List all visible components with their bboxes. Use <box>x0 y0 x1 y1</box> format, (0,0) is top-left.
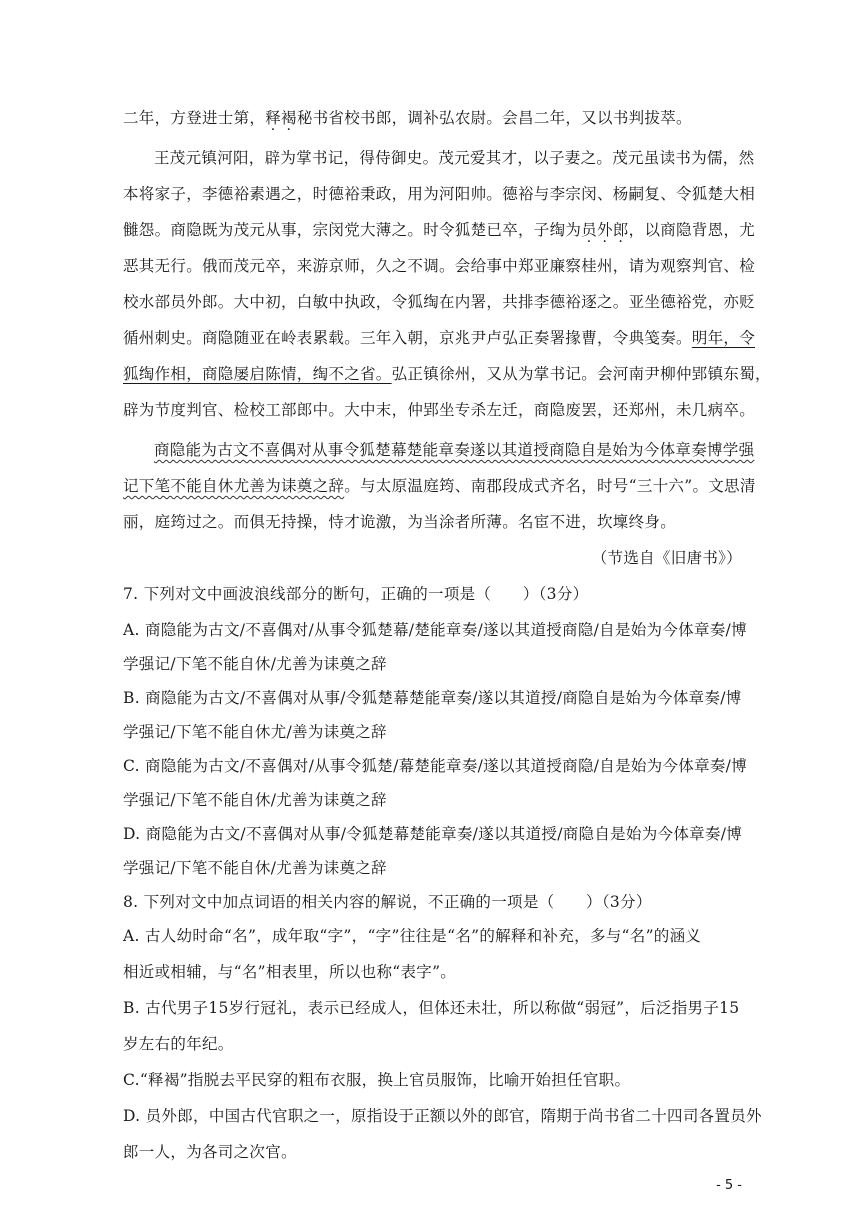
dotted-char: 褐 <box>281 109 297 127</box>
passage-line-10 <box>154 440 754 460</box>
wavy-underlined-text: 商隐能为古文不喜偶对从事令狐楚幕楚能章奏遂以其道授商隐自是始为今体章奏博学强 <box>154 441 755 459</box>
dotted-char: 释 <box>265 109 282 127</box>
passage-line-9: 辟为节度判官、检校工部郎中。大中末，仲郢坐专杀左迁，商隐废罢，还郑州，未几病卒。 <box>123 401 756 419</box>
dotted-char: 外 <box>597 221 613 239</box>
text: 弘正镇徐州，又从为掌书记。会河南尹柳仲郢镇东蜀， <box>391 365 771 383</box>
text: 。与太原温庭筠、南郡段成式齐名，时号“三十六”。文思清 <box>344 477 756 495</box>
passage-line-8 <box>123 364 771 384</box>
q7-option-d-cont: 学强记/下笔不能自休/尤善为诔奠之辞 <box>123 859 387 877</box>
text: 循州刺史。商隐随亚在岭表累载。三年入朝，京兆尹卢弘正奏署掾曹，令典笺奏。 <box>123 329 692 347</box>
underlined-text: 明年，令 <box>691 329 756 347</box>
dotted-char: 员 <box>581 221 598 239</box>
passage-line-5: 恶其无行。俄而茂元卒，来游京师，久之不调。会给事中郑亚廉察桂州，请为观察判官、检 <box>123 257 756 275</box>
passage-line-4 <box>123 220 755 240</box>
dotted-char: 郎 <box>612 221 629 239</box>
q7-option-a-cont: 学强记/下笔不能自休/尤善为诔奠之辞 <box>123 655 387 673</box>
q8-option-b: B. 古代男子15岁行冠礼，表示已经成人，但体还未壮，所以称做“弱冠”，后泛指男子15 <box>123 999 740 1017</box>
q8-option-b-cont: 岁左右的年纪。 <box>123 1035 234 1053</box>
text: 二年，方登进士第， <box>123 109 266 127</box>
q7-option-d: D. 商隐能为古文/不喜偶对从事/令狐楚幕楚能章奏/遂以其道授/商隐自是始为今体章奏/博 <box>123 825 743 843</box>
q7-option-a: A. 商隐能为古文/不喜偶对/从事令狐楚幕/楚能章奏/遂以其道授商隐/自是始为今体章奏/博 <box>123 621 747 639</box>
text: 秘书省校书郎，调补弘农尉。会昌二年，又以书判拔萃。 <box>296 109 692 127</box>
q8-option-a: A. 古人幼时命“名”，成年取“字”，“字”往往是“名”的解释和补充，多与“名”的涵义 <box>123 927 702 945</box>
question-8-stem: 8. 下列对文中加点词语的相关内容的解说，不正确的一项是（ ）（3分） <box>123 893 652 911</box>
page-number: - 5 - <box>716 1178 742 1193</box>
passage-line-12: 丽，庭筠过之。而俱无持操，恃才诡激，为当涂者所薄。名宦不进，坎壈终身。 <box>123 513 677 531</box>
underlined-text: 狐绹作相，商隐屡启陈情，绹不之省。 <box>123 365 392 383</box>
source-citation: （节选自《旧唐书》） <box>591 549 742 567</box>
text: ，以商隐背恩，尤 <box>628 221 756 239</box>
q8-option-c: C.“释褐”指脱去平民穿的粗布衣服，换上官员服饰，比喻开始担任官职。 <box>123 1071 631 1089</box>
q8-option-d: D. 员外郎，中国古代官职之一，原指设于正额以外的郎官，隋期于尚书省二十四司各置员外 <box>123 1107 762 1125</box>
wavy-underlined-text: 记下笔不能自休尤善为诔奠之辞 <box>123 477 345 495</box>
passage-line-2: 王茂元镇河阳，辟为掌书记，得侍御史。茂元爱其才，以子妻之。茂元虽读书为儒，然 <box>154 149 755 167</box>
passage-line-1 <box>123 108 692 128</box>
q8-option-d-cont: 郎一人，为各司之次官。 <box>123 1143 297 1161</box>
q7-option-c: C. 商隐能为古文/不喜偶对/从事令狐楚/幕楚能章奏/遂以其道授商隐/自是始为今体章奏/博 <box>123 757 747 775</box>
q7-option-b-cont: 学强记/下笔不能自休尤/善为诔奠之辞 <box>123 723 387 741</box>
passage-line-11 <box>123 476 756 496</box>
passage-line-7 <box>123 328 755 348</box>
q7-option-b: B. 商隐能为古文/不喜偶对从事/令狐楚幕楚能章奏/遂以其道授/商隐自是始为今体章奏/博 <box>123 689 742 707</box>
q7-option-c-cont: 学强记/下笔不能自休/尤善为诔奠之辞 <box>123 791 387 809</box>
passage-line-3: 本将家子，李德裕素遇之，时德裕秉政，用为河阳帅。德裕与李宗闵、杨嗣复、令狐楚大相 <box>123 185 756 203</box>
passage-line-6: 校水部员外郎。大中初，白敏中执政，令狐绹在内署，共排李德裕逐之。亚坐德裕党，亦贬 <box>123 293 756 311</box>
question-7-stem: 7. 下列对文中画波浪线部分的断句，正确的一项是（ ）（3分） <box>123 585 589 603</box>
q8-option-a-cont: 相近或相辅，与“名”相表里，所以也称“表字”。 <box>123 963 457 981</box>
text: 雠怨。商隐既为茂元从事，宗闵党大薄之。时令狐楚已卒，子绹为 <box>123 221 582 239</box>
